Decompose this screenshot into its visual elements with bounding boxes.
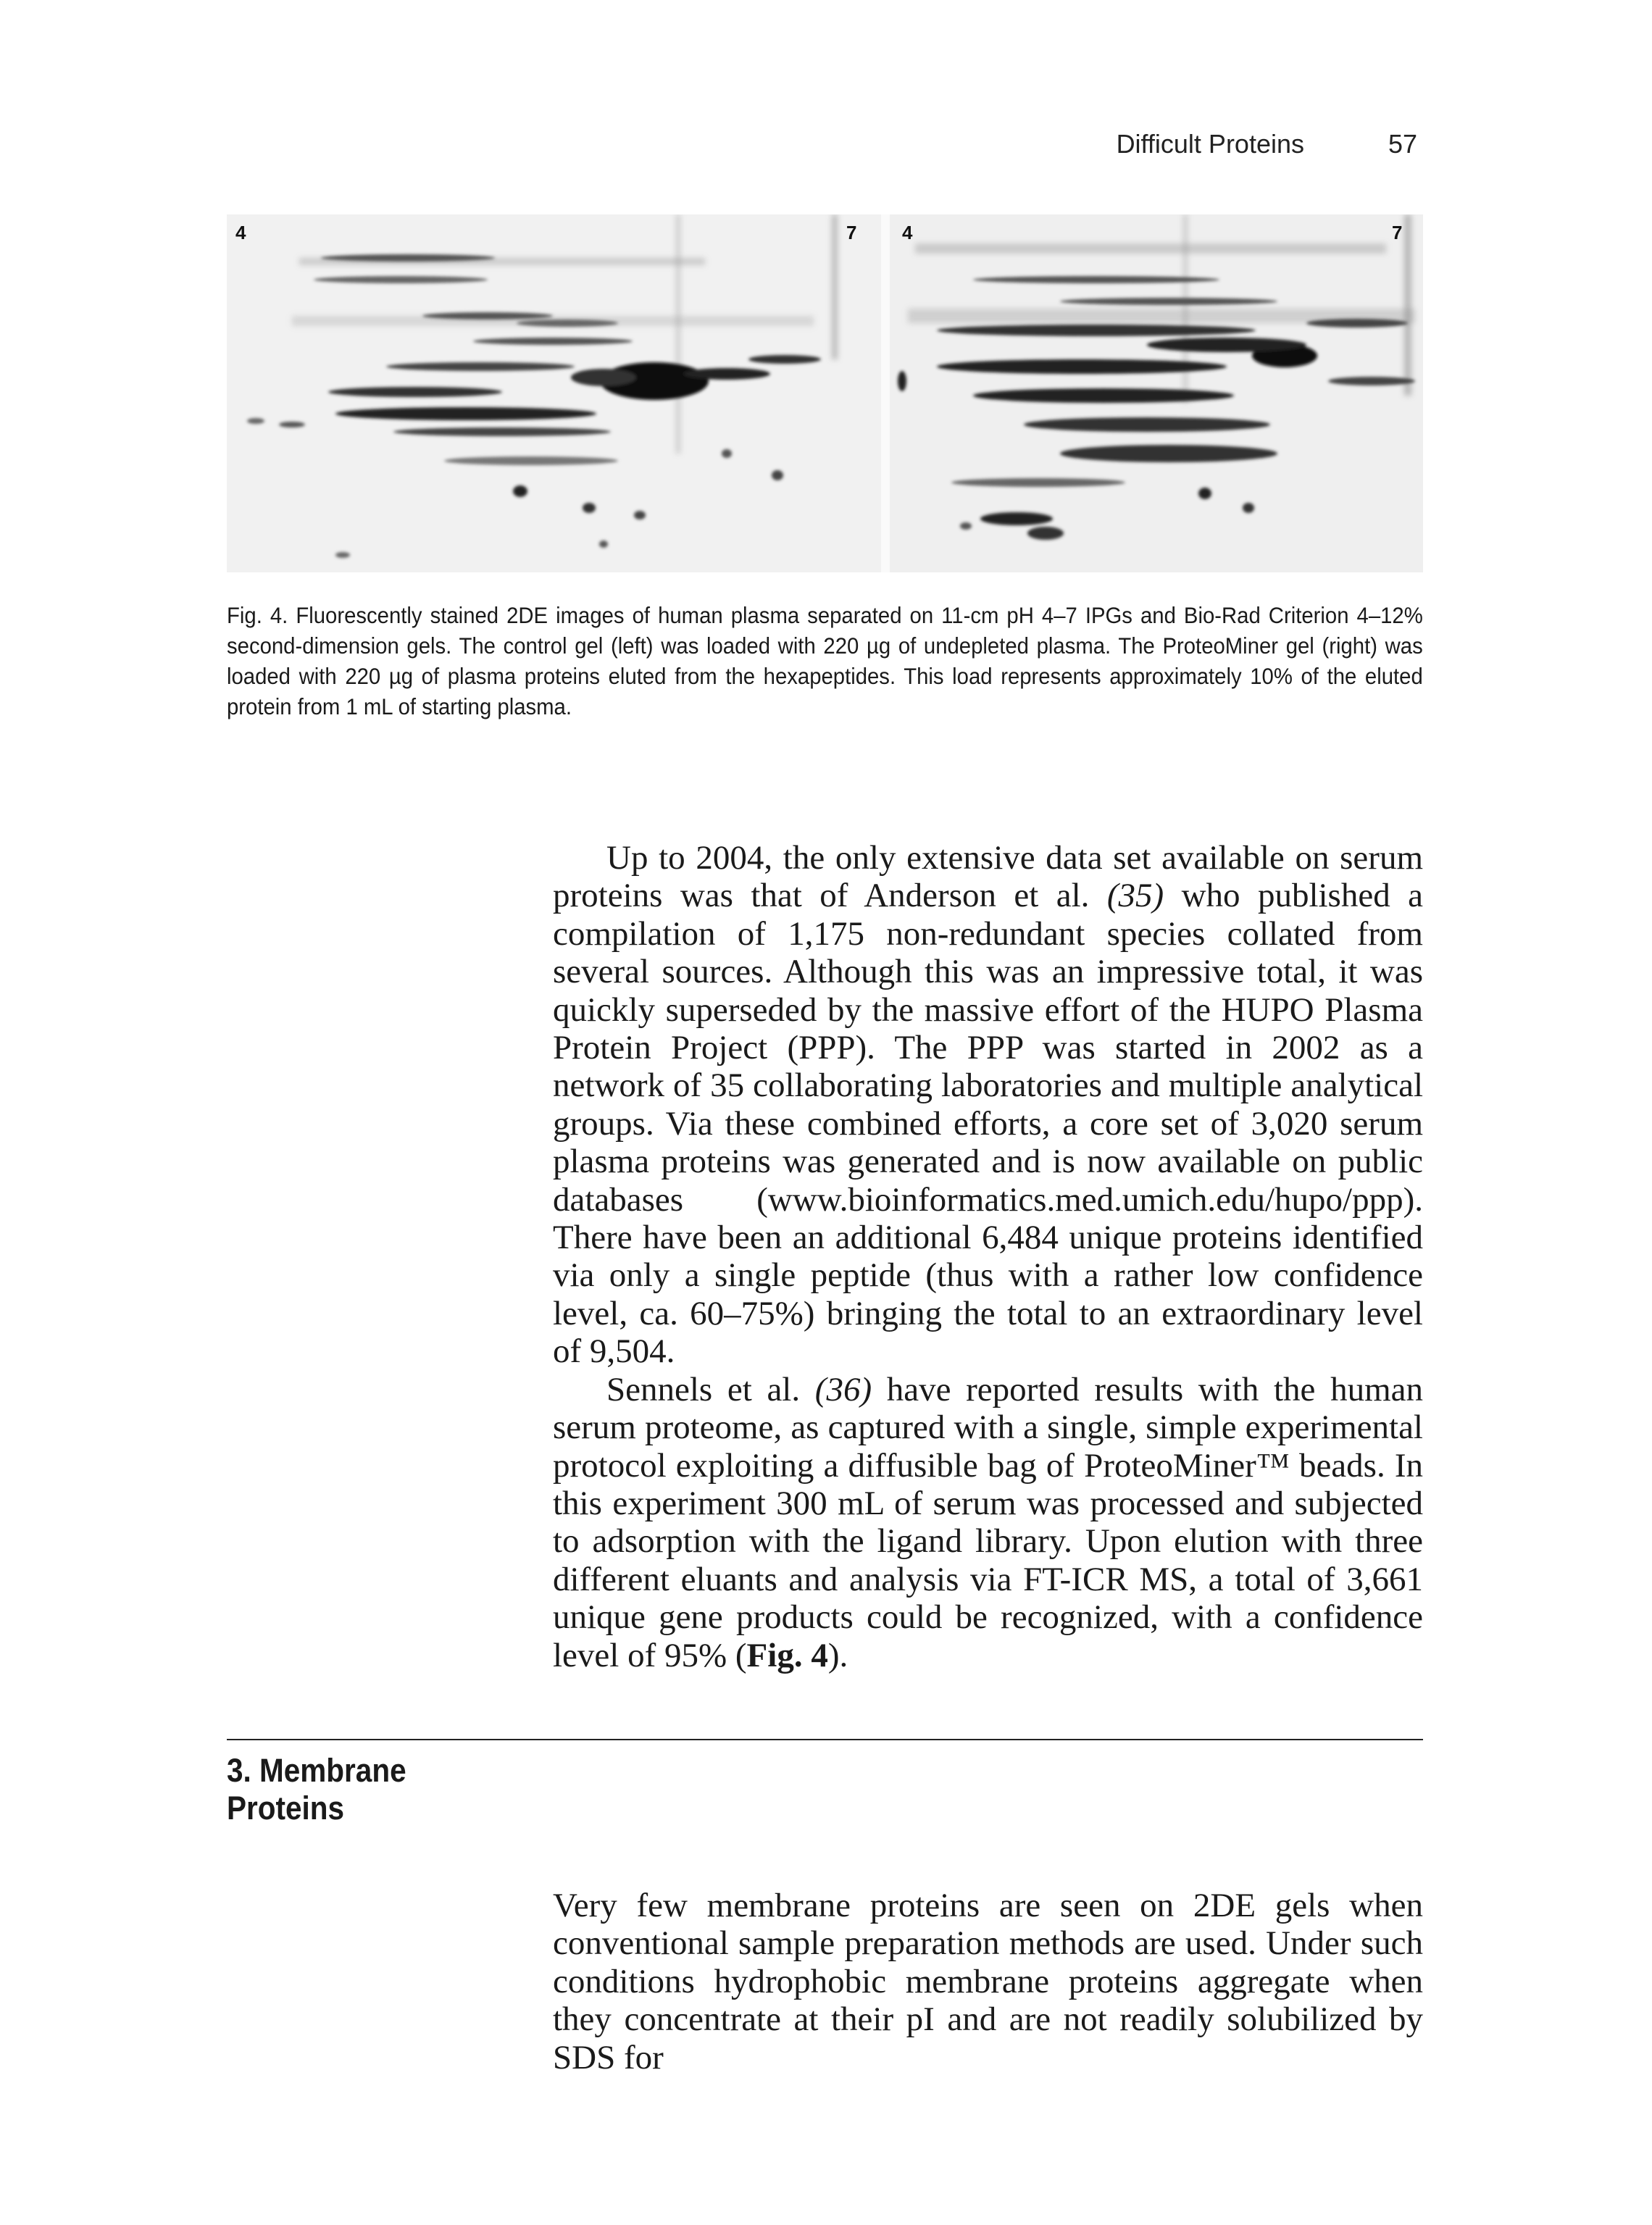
running-title: Difficult Proteins [1116, 129, 1304, 159]
figure-reference: Fig. 4 [746, 1636, 828, 1674]
left-gel-ph-low-label: 4 [235, 222, 246, 243]
figure-4-gel-images [227, 214, 1423, 572]
paragraph-2-text-b: have reported results with the human serum proteome, as captured with a single, simple experimental protocol exploiting a diffusible bag of ProteoMiner™ beads. In this experiment 300 mL of serum was processed and subjected to adsorption with the ligand library. Upon elution with three different eluants and analysis via FT-ICR MS, a total of 3,661 unique gene products could be recognized, with a confidence level of 95% ( [553, 1370, 1423, 1674]
section-divider [227, 1739, 1423, 1740]
citation-35: (35) [1106, 877, 1164, 915]
paragraph-2-text-c: ). [827, 1636, 848, 1674]
body-text-block [553, 839, 1423, 1674]
left-gel-ph-high-label: 7 [846, 222, 857, 243]
right-gel-image [890, 214, 1423, 572]
figure-caption: Fig. 4. Fluorescently stained 2DE images of human plasma separated on 11-cm pH 4–7 IPGs and Bio-Rad Criterion 4–12% second-dimension gels. The control gel (left) was loaded with 220 µg of undepleted plasma. The ProteoMiner gel (right) was loaded with 220 µg of plasma proteins eluted from the hexapeptides. This load represents approximately 10% of the eluted protein from 1 mL of starting plasma. [227, 602, 1423, 719]
citation-36: (36) [814, 1370, 872, 1408]
paragraph-3: Very few membrane proteins are seen on 2DE gels when conventional sample preparation methods are used. Under such conditions hydrophobic membrane proteins aggregate when they concentrate at their pI and are not readily solubilized by SDS for [553, 1887, 1423, 2076]
left-gel-image [227, 214, 881, 572]
paragraph-1-text-a: Up to 2004, the only extensive data set available on serum proteins was that of Anderson et al. [553, 839, 1423, 915]
paragraph-2 [553, 1371, 1423, 1674]
paragraph-1 [553, 839, 1423, 1371]
paragraph-2-text-a: Sennels et al. [606, 1370, 815, 1408]
section-heading-line-2: Proteins [227, 1790, 345, 1827]
section-heading [227, 1752, 488, 1827]
section-body-text [553, 1887, 1423, 2076]
page-number: 57 [1388, 129, 1417, 159]
paragraph-1-text-b: who published a compilation of 1,175 non-redundant species collated from several sources. Although this was an impressive total, it was quickly superseded by the massive effort of the HUPO Plasma Protein Project (PPP). The PPP was started in 2002 as a network of 35 collaborating laboratories and multiple analytical groups. Via these combined efforts, a core set of 3,020 serum plasma proteins was generated and is now available on public databases (www.bioinformatics.med.umich.edu/hupo/ppp). There have been an additional 6,484 unique proteins identified via only a single peptide (thus with a rather low confidence level, ca. 60–75%) bringing the total to an extraordinary level of 9,504. [553, 877, 1423, 1371]
right-gel-ph-high-label: 7 [1392, 222, 1403, 243]
right-gel-ph-low-label: 4 [902, 222, 913, 243]
section-heading-line-1: 3. Membrane [227, 1752, 406, 1789]
running-header [869, 129, 1420, 165]
